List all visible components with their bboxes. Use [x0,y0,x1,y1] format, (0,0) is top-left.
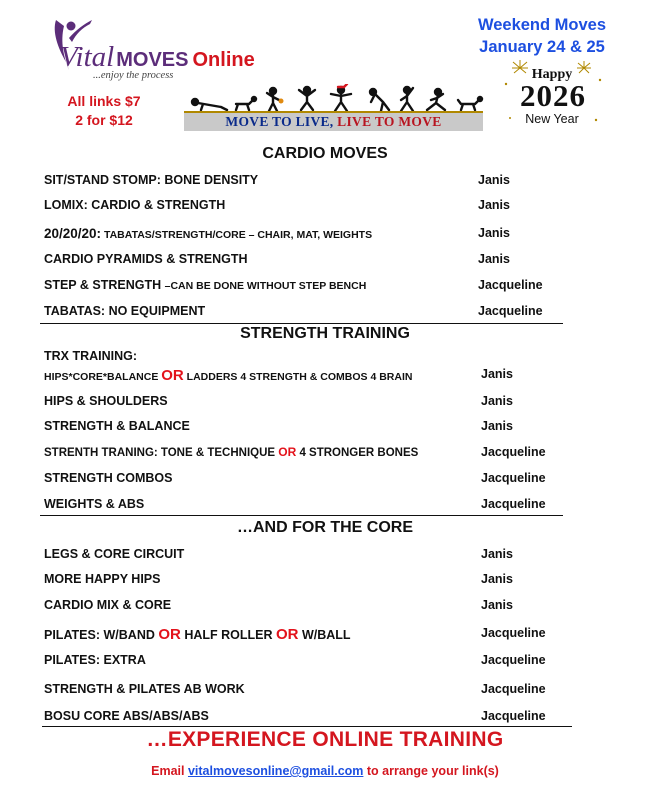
or-highlight: OR [278,445,297,459]
banner-slogan [184,111,483,131]
class-name [44,252,247,266]
class-row [44,198,584,218]
logo-vital-text: Vital [60,41,115,73]
badge-year-text: 2026 [520,78,586,113]
class-name [44,445,418,459]
instructor-name: Jacqueline [481,471,546,485]
section-divider [40,515,563,516]
class-name [44,226,372,241]
class-name-text: STRENGTH COMBOS [44,471,173,485]
class-name-text: W/BALL [298,628,351,642]
class-name-text: BOSU CORE ABS/ABS/ABS [44,709,209,723]
instructor-name: Jacqueline [481,497,546,511]
class-name-text: –CAN BE DONE WITHOUT STEP BENCH [164,280,367,292]
instructor-name: Janis [481,598,513,612]
class-name-text: CARDIO MIX & CORE [44,598,172,612]
section-title-core: …AND FOR THE CORE [237,519,413,536]
class-name [44,626,351,643]
class-row [44,367,584,387]
class-name [44,471,172,485]
instructor-name: Janis [478,173,510,187]
price-info [44,92,164,130]
fireworks-icon [496,60,626,130]
happy-new-year-badge [496,60,626,130]
class-name-text: HALF ROLLER [180,628,276,642]
instructor-name: Jacqueline [481,445,546,459]
class-name-text: STEP & STRENGTH [44,278,165,292]
class-name-text: HIPS & SHOULDERS [44,394,168,408]
class-row [44,598,584,618]
class-row [44,547,584,567]
class-row [44,653,584,673]
class-name-text: LOMIX: CARDIO & STRENGTH [44,198,226,212]
class-name-text: PILATES: W/BAND [44,628,159,642]
email-link[interactable]: vitalmovesonline@gmail.com [187,764,364,778]
or-highlight: OR [158,626,181,643]
class-name [44,419,190,433]
class-row [44,226,584,246]
class-row [44,252,584,272]
class-name [44,572,160,586]
price-line-1: All links $7 [67,93,141,109]
class-name [44,394,168,408]
class-row [44,304,584,324]
class-row [44,471,584,491]
weekend-heading [462,14,622,58]
badge-happy-text: Happy [531,67,573,82]
class-name [44,278,366,292]
class-name-text: LADDERS 4 STRENGTH & COMBOS 4 BRAIN [183,371,413,383]
instructor-name: Jacqueline [478,304,543,318]
instructor-name: Janis [478,198,510,212]
banner-slogan-part-2: LIVE TO MOVE [337,114,442,129]
class-row [44,278,584,298]
class-name-text: MORE HAPPY HIPS [44,572,161,586]
class-name [44,304,205,318]
class-name-text: LEGS & CORE CIRCUIT [44,547,185,561]
class-row [44,445,584,465]
class-name-text: STRENGTH & BALANCE [44,419,190,433]
exercise-figures-icon [181,84,486,114]
email-suffix: to arrange your link(s) [363,764,499,778]
section-title-strength: STRENGTH TRAINING [240,325,410,342]
class-name-text: STRENGTH & PILATES AB WORK [44,682,245,696]
class-name [44,598,171,612]
class-name [44,547,184,561]
class-row [44,572,584,592]
email-contact-line [0,764,650,778]
move-banner [181,84,486,132]
class-name [44,367,412,384]
instructor-name: Jacqueline [478,278,543,292]
section-title-cardio: CARDIO MOVES [262,145,388,162]
logo-moves-text: MOVES [116,49,189,71]
class-row [44,173,584,193]
class-name-text: 4 STRONGER BONES [296,447,419,459]
instructor-name: Janis [478,252,510,266]
trx-training-heading: TRX TRAINING: [44,349,138,363]
instructor-name: Jacqueline [481,653,546,667]
class-name-text: CARDIO PYRAMIDS & STRENGTH [44,252,248,266]
class-name-text: WEIGHTS & ABS [44,497,145,511]
weekend-title: Weekend Moves [477,16,607,34]
logo-tagline: ...enjoy the process [93,70,174,81]
class-name-text: TABATAS/STRENGTH/CORE – CHAIR, MAT, WEIGHTS [101,229,373,241]
class-name [44,682,245,696]
class-name-text: STRENTH TRANING: TONE & TECHNIQUE [44,447,279,459]
class-row [44,682,584,702]
instructor-name: Janis [481,367,513,381]
experience-heading: …EXPERIENCE ONLINE TRAINING [146,728,504,751]
vital-moves-logo [38,14,258,84]
email-prefix: Email [151,764,188,778]
instructor-name: Janis [481,394,513,408]
class-name-text: PILATES: EXTRA [44,653,146,667]
class-name [44,497,144,511]
class-row [44,626,584,646]
price-line-2: 2 for $12 [75,112,133,128]
class-name [44,709,209,723]
class-name-text: TABATAS: NO EQUIPMENT [44,304,206,318]
or-highlight: OR [161,367,184,384]
logo-online-text: Online [192,49,255,71]
class-name [44,198,225,212]
instructor-name: Janis [478,226,510,240]
banner-slogan-part-1: MOVE TO LIVE, [225,114,334,129]
class-row [44,497,584,517]
class-name-text: HIPS*CORE*BALANCE [44,371,162,383]
class-row [44,394,584,414]
instructor-name: Janis [481,419,513,433]
class-name-text: 20/20/20: [44,226,102,241]
instructor-name: Jacqueline [481,682,546,696]
instructor-name: Janis [481,572,513,586]
class-name-text: SIT/STAND STOMP: BONE DENSITY [44,173,259,187]
badge-newyear-text: New Year [525,112,579,126]
instructor-name: Jacqueline [481,626,546,640]
or-highlight: OR [275,626,299,643]
class-name [44,173,258,187]
class-name [44,653,146,667]
class-row [44,419,584,439]
instructor-name: Janis [481,547,513,561]
weekend-dates: January 24 & 25 [479,38,605,56]
instructor-name: Jacqueline [481,709,546,723]
